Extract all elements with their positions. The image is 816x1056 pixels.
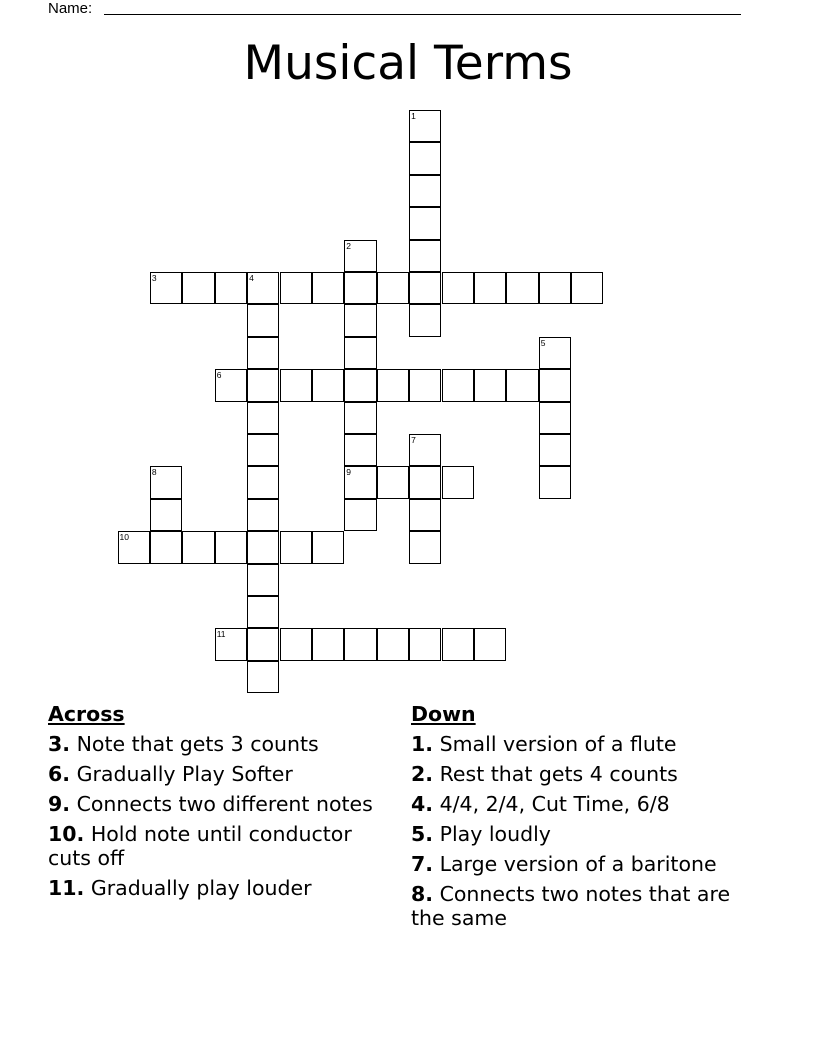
crossword-cell[interactable] <box>409 207 441 239</box>
page-title: Musical Terms <box>243 36 573 91</box>
clue-number: 4 <box>249 273 254 283</box>
crossword-cell[interactable] <box>280 369 312 401</box>
across-clue <box>48 762 388 786</box>
crossword-cell[interactable] <box>182 272 214 304</box>
down-clue <box>411 792 756 816</box>
crossword-cell[interactable] <box>442 466 474 498</box>
crossword-cell[interactable] <box>150 272 182 304</box>
clue-number-label: 5. <box>411 822 434 846</box>
crossword-cell[interactable] <box>409 531 441 563</box>
clue-text: Gradually Play Softer <box>70 762 293 786</box>
crossword-cell[interactable] <box>312 628 344 660</box>
clue-number-label: 10. <box>48 822 85 846</box>
clue-number: 1 <box>411 111 416 121</box>
across-clue <box>48 732 388 756</box>
crossword-cell[interactable] <box>344 304 376 336</box>
clue-number: 6 <box>216 370 222 381</box>
crossword-cell[interactable] <box>247 596 279 628</box>
clue-text: Note that gets 3 counts <box>70 732 319 756</box>
crossword-cell[interactable] <box>247 531 279 563</box>
clue-number-label: 1. <box>411 732 434 756</box>
across-clues <box>48 702 388 906</box>
across-clue <box>48 822 388 870</box>
crossword-cell[interactable] <box>247 434 279 466</box>
down-clue <box>411 822 756 846</box>
across-clue <box>48 876 388 900</box>
clue-number-label: 9. <box>48 792 71 816</box>
down-clue <box>411 882 756 930</box>
crossword-cell[interactable] <box>150 499 182 531</box>
crossword-cell[interactable] <box>409 175 441 207</box>
clue-number: 2 <box>346 240 352 251</box>
clue-number: 8 <box>151 467 157 478</box>
crossword-cell[interactable] <box>442 369 474 401</box>
crossword-cell[interactable] <box>215 272 247 304</box>
crossword-cell[interactable] <box>344 434 376 466</box>
crossword-cell[interactable] <box>377 369 409 401</box>
clue-text: Gradually play louder <box>84 876 312 900</box>
crossword-cell[interactable] <box>344 240 376 272</box>
crossword-cell[interactable] <box>539 402 571 434</box>
across-clue-list <box>48 732 388 900</box>
crossword-cell[interactable] <box>409 272 441 304</box>
crossword-cell[interactable] <box>442 272 474 304</box>
clue-number-label: 3. <box>48 732 71 756</box>
crossword-cell[interactable] <box>215 531 247 563</box>
crossword-cell[interactable] <box>247 564 279 596</box>
crossword-cell[interactable] <box>280 628 312 660</box>
crossword-cell[interactable] <box>344 369 376 401</box>
crossword-cell[interactable] <box>409 304 441 336</box>
clue-text: Connects two notes that are the same <box>411 882 731 930</box>
clue-number-label: 11. <box>48 876 85 900</box>
crossword-cell[interactable] <box>539 272 571 304</box>
clue-number: 7 <box>411 435 416 445</box>
clue-text: Play loudly <box>433 822 551 846</box>
name-label: Name: <box>48 0 93 17</box>
crossword-cell[interactable] <box>312 531 344 563</box>
crossword-cell[interactable] <box>215 369 247 401</box>
crossword-cell[interactable] <box>409 142 441 174</box>
clue-text: Connects two different notes <box>70 792 373 816</box>
crossword-cell[interactable] <box>312 272 344 304</box>
crossword-cell[interactable] <box>150 531 182 563</box>
crossword-cell[interactable] <box>247 466 279 498</box>
across-heading: Across <box>48 702 125 726</box>
crossword-cell[interactable] <box>150 466 182 498</box>
crossword-cell[interactable] <box>312 369 344 401</box>
crossword-cell[interactable] <box>377 466 409 498</box>
crossword-cell[interactable] <box>377 272 409 304</box>
across-clue <box>48 792 388 816</box>
crossword-cell[interactable] <box>474 272 506 304</box>
crossword-cell[interactable] <box>409 466 441 498</box>
clue-text: Rest that gets 4 counts <box>433 762 678 786</box>
crossword-cell[interactable] <box>409 499 441 531</box>
crossword-cell[interactable] <box>182 531 214 563</box>
down-heading: Down <box>411 702 476 726</box>
crossword-cell[interactable] <box>247 402 279 434</box>
crossword-cell[interactable] <box>247 499 279 531</box>
crossword-cell[interactable] <box>280 531 312 563</box>
clue-text: Hold note until conductor cuts off <box>48 822 352 870</box>
crossword-cell[interactable] <box>247 337 279 369</box>
crossword-cell[interactable] <box>474 628 506 660</box>
clue-number: 11 <box>216 629 226 640</box>
crossword-cell[interactable] <box>344 402 376 434</box>
crossword-cell[interactable] <box>280 272 312 304</box>
crossword-cell[interactable] <box>409 434 441 466</box>
crossword-cell[interactable] <box>409 240 441 272</box>
crossword-cell[interactable] <box>247 628 279 660</box>
crossword-cell[interactable] <box>442 628 474 660</box>
clue-number-label: 8. <box>411 882 434 906</box>
crossword-cell[interactable] <box>344 628 376 660</box>
crossword-cell[interactable] <box>377 628 409 660</box>
clue-number: 9 <box>346 467 352 478</box>
crossword-cell[interactable] <box>344 272 376 304</box>
down-clue <box>411 732 756 756</box>
crossword-cell[interactable] <box>539 434 571 466</box>
down-clue <box>411 852 756 876</box>
crossword-cell[interactable] <box>409 369 441 401</box>
crossword-cell[interactable] <box>506 369 538 401</box>
clue-number-label: 7. <box>411 852 434 876</box>
clue-number-label: 2. <box>411 762 434 786</box>
crossword-cell[interactable] <box>539 337 571 369</box>
clue-text: 4/4, 2/4, Cut Time, 6/8 <box>433 792 670 816</box>
crossword-cell[interactable] <box>409 110 441 142</box>
down-clue-list <box>411 732 756 930</box>
crossword-cell[interactable] <box>118 531 150 563</box>
crossword-cell[interactable] <box>571 272 603 304</box>
clue-number: 5 <box>540 337 546 348</box>
crossword-cell[interactable] <box>344 499 376 531</box>
crossword-cell[interactable] <box>247 272 279 304</box>
crossword-cell[interactable] <box>539 369 571 401</box>
clue-number-label: 4. <box>411 792 434 816</box>
down-clues <box>411 702 756 936</box>
crossword-cell[interactable] <box>344 466 376 498</box>
crossword-cell[interactable] <box>215 628 247 660</box>
crossword-cell[interactable] <box>474 369 506 401</box>
crossword-cell[interactable] <box>247 304 279 336</box>
crossword-cell[interactable] <box>247 369 279 401</box>
crossword-cell[interactable] <box>344 337 376 369</box>
down-clue <box>411 762 756 786</box>
crossword-cell[interactable] <box>506 272 538 304</box>
clue-number: 10 <box>119 532 129 543</box>
clue-number-label: 6. <box>48 762 71 786</box>
crossword-cell[interactable] <box>409 628 441 660</box>
crossword-cell[interactable] <box>247 661 279 693</box>
crossword-cell[interactable] <box>539 466 571 498</box>
clue-text: Small version of a flute <box>433 732 677 756</box>
clue-number: 3 <box>151 273 157 283</box>
clue-text: Large version of a baritone <box>433 852 717 876</box>
